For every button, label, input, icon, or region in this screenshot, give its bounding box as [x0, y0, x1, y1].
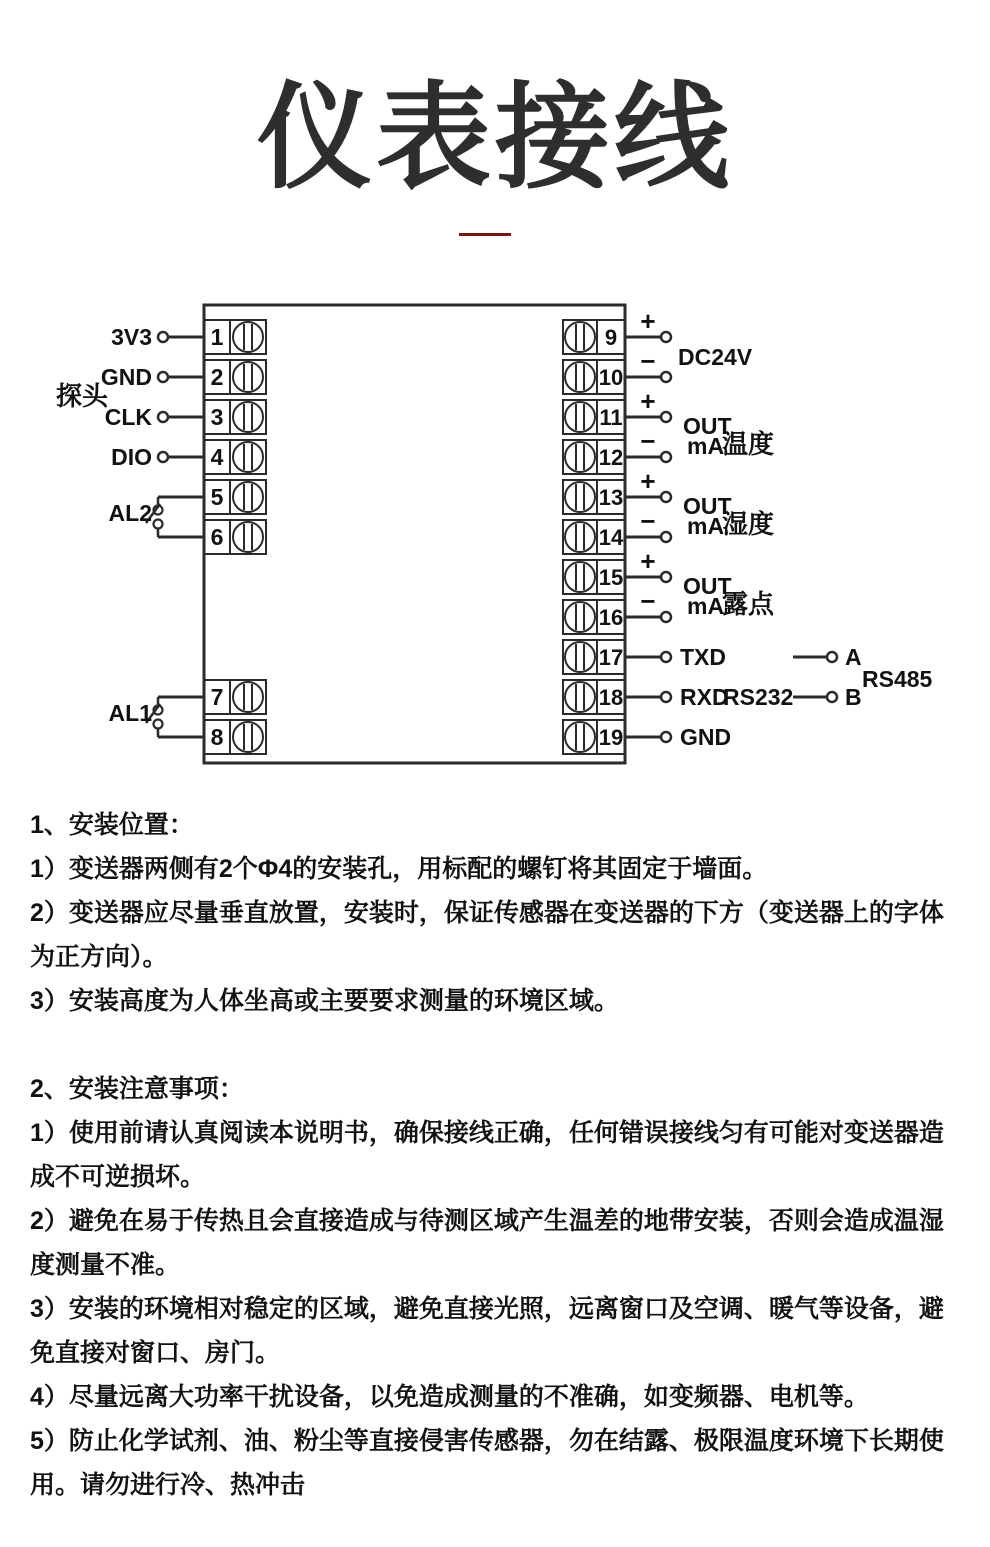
ma-label: mA — [687, 513, 725, 539]
connector-circle — [661, 732, 671, 742]
connector-circle — [661, 372, 671, 382]
terminal-1-number: 1 — [210, 324, 224, 350]
screw-terminal-icon — [565, 722, 595, 752]
connector-circle — [661, 692, 671, 702]
terminal-18-number: 18 — [598, 685, 624, 710]
polarity-sign: − — [640, 586, 656, 616]
terminal-9-number: 9 — [604, 325, 618, 350]
rs485-a-label: A — [845, 644, 862, 670]
screw-terminal-icon — [565, 602, 595, 632]
polarity-sign: − — [640, 346, 656, 376]
instruction-line: 2）变送器应尽量垂直放置，安装时，保证传感器在变送器的下方（变送器上的字体为正方向）。 — [30, 899, 944, 971]
section-heading: 1、安装位置： — [30, 811, 194, 839]
terminal-13-number: 13 — [598, 485, 624, 510]
connector-circle — [661, 492, 671, 502]
screw-terminal-icon — [233, 522, 263, 552]
rs232-label: RS232 — [723, 684, 794, 710]
terminal-14-number: 14 — [598, 525, 624, 550]
terminal-12-number: 12 — [598, 445, 624, 470]
connector-circle — [158, 372, 168, 382]
pin-label-gnd: GND — [680, 724, 732, 750]
terminal-17-number: 17 — [598, 645, 624, 670]
polarity-sign: + — [640, 306, 656, 336]
connector-circle — [158, 412, 168, 422]
connector-circle — [661, 452, 671, 462]
instruction-line: 4）尽量远离大功率干扰设备，以免造成测量的不准确，如变频器、电机等。 — [30, 1383, 869, 1411]
terminal-11-number: 11 — [599, 405, 623, 430]
connector-circle — [661, 572, 671, 582]
screw-terminal-icon — [233, 362, 263, 392]
screw-terminal-icon — [565, 642, 595, 672]
section-heading: 2、安装注意事项： — [30, 1075, 244, 1103]
device-outline — [204, 305, 625, 763]
pin-label-3v3: 3V3 — [111, 324, 152, 350]
section-install-notes — [30, 1067, 964, 1507]
screw-terminal-icon — [233, 402, 263, 432]
screw-terminal-icon — [233, 482, 263, 512]
terminal-15-number: 15 — [598, 565, 624, 590]
polarity-sign: + — [640, 466, 656, 496]
pin-label-rxd: RXD — [680, 684, 729, 710]
terminal-4-number: 4 — [210, 444, 224, 470]
rs485-b-label: B — [845, 684, 862, 710]
connector-circle — [661, 532, 671, 542]
screw-terminal-icon — [565, 322, 595, 352]
out-label: OUT — [683, 493, 732, 519]
connector-circle — [158, 332, 168, 342]
jumper-label-al1: AL1 — [108, 700, 152, 726]
jumper-label-al2: AL2 — [108, 500, 152, 526]
screw-terminal-icon — [565, 442, 595, 472]
connector-circle — [154, 720, 163, 729]
connector-circle — [661, 652, 671, 662]
connector-circle — [827, 652, 837, 662]
screw-terminal-icon — [565, 362, 595, 392]
terminal-2-number: 2 — [210, 364, 224, 390]
out-label: OUT — [683, 413, 732, 439]
instruction-line: 1）使用前请认真阅读本说明书，确保接线正确，任何错误接线匀有可能对变送器造成不可逆损坏。 — [30, 1119, 944, 1191]
terminal-10-number: 10 — [598, 365, 624, 390]
terminal-6-number: 6 — [210, 524, 224, 550]
terminal-7-number: 7 — [210, 684, 224, 710]
connector-circle — [661, 412, 671, 422]
installation-instructions — [30, 803, 964, 1507]
channel-label: 露点 — [722, 589, 775, 619]
screw-terminal-icon — [233, 682, 263, 712]
screw-terminal-icon — [233, 722, 263, 752]
rs485-label: RS485 — [862, 666, 933, 692]
ma-label: mA — [687, 593, 725, 619]
instruction-line: 2）避免在易于传热且会直接造成与待测区域产生温差的地带安装，否则会造成温湿度测量不准。 — [30, 1207, 944, 1279]
screw-terminal-icon — [565, 522, 595, 552]
connector-circle — [827, 692, 837, 702]
terminal-3-number: 3 — [210, 404, 224, 430]
screw-terminal-icon — [565, 482, 595, 512]
polarity-sign: + — [640, 386, 656, 416]
out-label: OUT — [683, 573, 732, 599]
screw-terminal-icon — [565, 562, 595, 592]
polarity-sign: − — [640, 426, 656, 456]
connector-circle — [661, 612, 671, 622]
power-label: DC24V — [678, 344, 753, 370]
screw-terminal-icon — [233, 442, 263, 472]
instruction-line: 3）安装的环境相对稳定的区域，避免直接光照，远离窗口及空调、暖气等设备，避免直接对窗口、房门。 — [30, 1295, 944, 1367]
section-install-position — [30, 803, 964, 1023]
pin-label-txd: TXD — [680, 644, 726, 670]
channel-label: 温度 — [722, 429, 775, 459]
connector-circle — [661, 332, 671, 342]
connector-circle — [154, 520, 163, 529]
instruction-line: 3）安装高度为人体坐高或主要要求测量的环境区域。 — [30, 987, 619, 1015]
terminal-8-number: 8 — [210, 724, 224, 750]
screw-terminal-icon — [233, 322, 263, 352]
instruction-line: 5）防止化学试剂、油、粉尘等直接侵害传感器，勿在结露、极限温度环境下长期使用。请勿进行冷、热冲击 — [30, 1427, 944, 1499]
probe-label: 探头 — [56, 381, 109, 411]
screw-terminal-icon — [565, 682, 595, 712]
polarity-sign: − — [640, 506, 656, 536]
screw-terminal-icon — [565, 402, 595, 432]
page-title: 仪表接线 — [256, 74, 733, 202]
terminal-16-number: 16 — [598, 605, 624, 630]
terminal-19-number: 19 — [598, 725, 624, 750]
channel-label: 湿度 — [722, 509, 775, 539]
pin-label-clk: CLK — [104, 404, 152, 430]
pin-label-dio: DIO — [111, 444, 152, 470]
instruction-line: 1）变送器两侧有2个Φ4的安装孔，用标配的螺钉将其固定于墙面。 — [30, 855, 768, 883]
polarity-sign: + — [640, 546, 656, 576]
terminal-5-number: 5 — [210, 484, 224, 510]
ma-label: mA — [687, 433, 725, 459]
pin-label-gnd: GND — [100, 364, 152, 390]
connector-circle — [158, 452, 168, 462]
